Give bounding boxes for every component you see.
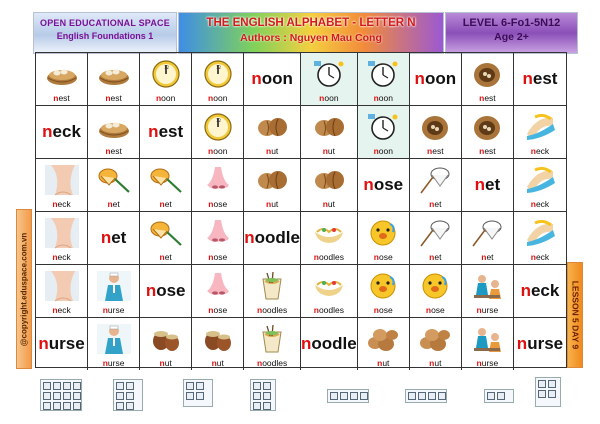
word-caption-nose: nose (373, 305, 393, 315)
word-large-neck: neck (520, 281, 560, 300)
noodle-thumb-icon (327, 389, 369, 403)
clock-icon (140, 53, 191, 94)
word-caption-noon: noon (208, 93, 228, 103)
word-large-noon: noon (251, 69, 293, 88)
word-large-net: net (100, 228, 127, 247)
noodle-cup-icon (244, 265, 300, 306)
flashcard-nest (462, 53, 514, 106)
person-neck-icon (36, 265, 87, 306)
word-caption-nose: nose (208, 252, 228, 262)
flashcard-net (410, 159, 462, 212)
flashcard-nose (192, 159, 244, 212)
flashcard-nurse (514, 318, 566, 370)
age-label: Age 2+ (494, 31, 529, 43)
emoji-nose-icon (410, 265, 461, 306)
word-caption-nest: nest (53, 93, 70, 103)
flashcard-nest (36, 53, 88, 106)
emoji-nose-icon (358, 212, 409, 253)
word-caption-nest: nest (479, 93, 496, 103)
word-caption-noodles: noodles (313, 252, 344, 262)
word-caption-noon: noon (155, 93, 176, 103)
word-caption-noon: noon (208, 146, 228, 156)
nurse-icon (88, 318, 139, 359)
word-caption-nurse: nurse (102, 305, 125, 315)
nose-thumb-icon (250, 379, 276, 411)
word-caption-net: net (429, 252, 442, 262)
flashcard-net (462, 212, 514, 265)
white-net-icon (462, 212, 513, 253)
word-caption-neck: neck (530, 199, 550, 209)
flashcard-neck (514, 212, 566, 265)
flashcard-net (140, 212, 192, 265)
neck-icon (514, 159, 566, 200)
flashcard-noon (301, 53, 358, 106)
walnut-icon (301, 159, 357, 200)
copyright-text: @copyright.eduspace.com.vn (19, 232, 29, 346)
flashcard-nut (244, 159, 301, 212)
word-large-noon: noon (414, 69, 457, 88)
word-caption-neck: neck (52, 305, 71, 315)
neck-icon (514, 106, 566, 147)
flashcard-neck (36, 106, 88, 159)
flashcard-net (462, 159, 514, 212)
walnut-icon (244, 106, 300, 147)
emoji-nose-icon (358, 265, 409, 306)
flashcard-nest (88, 53, 140, 106)
flashcard-nose (358, 212, 410, 265)
flashcard-nurse (88, 265, 140, 318)
word-caption-nut: nut (377, 358, 390, 368)
flashcard-neck (36, 265, 88, 318)
flashcard-neck (514, 159, 566, 212)
word-caption-nose: nose (208, 305, 228, 315)
noodles-icon (301, 212, 357, 253)
clock-thumb-icon (40, 379, 82, 411)
nurse-thumb-icon (535, 377, 561, 407)
bird-nest-icon (462, 53, 513, 94)
word-caption-noon: noon (319, 93, 339, 103)
walnut-icon (301, 106, 357, 147)
word-caption-neck: neck (530, 252, 550, 262)
word-caption-nurse: nurse (476, 358, 499, 368)
butterfly-net-icon (88, 159, 139, 200)
walnut-thumb-icon (405, 389, 447, 403)
svg-text:12: 12 (215, 64, 221, 70)
lesson-text: LESSON 5 DAY 9 (570, 280, 581, 350)
nurse-patient-icon (462, 265, 513, 306)
flashcard-net (88, 212, 140, 265)
flashcard-nut (410, 318, 462, 370)
word-caption-nest: nest (479, 146, 496, 156)
svg-text:12: 12 (163, 64, 169, 70)
flashcard-net (88, 159, 140, 212)
nurse-icon (88, 265, 139, 306)
word-caption-neck: neck (530, 146, 550, 156)
word-caption-net: net (481, 252, 494, 262)
word-caption-nut: nut (429, 358, 442, 368)
word-large-neck: neck (42, 122, 81, 141)
flashcard-noodles (301, 265, 358, 318)
word-caption-neck: neck (52, 199, 71, 209)
person-neck-icon (36, 159, 87, 200)
word-large-net: net (474, 175, 501, 194)
word-caption-nut: nut (211, 358, 224, 368)
header-series (33, 12, 177, 54)
lesson-tab (567, 262, 583, 368)
flashcard-nut (140, 318, 192, 370)
word-caption-nut: nut (265, 199, 279, 209)
nose-icon (192, 159, 243, 200)
word-large-nest: nest (522, 69, 558, 88)
word-caption-nest: nest (427, 146, 444, 156)
word-large-noodle: noodle (301, 334, 357, 353)
level-code: LEVEL 6-Fo1-5N12 (462, 17, 561, 29)
word-large-nest: nest (148, 122, 184, 141)
header-title-banner (178, 12, 444, 54)
flashcard-nest (88, 106, 140, 159)
flashcard-noodles (301, 212, 358, 265)
svg-text:12: 12 (215, 117, 221, 123)
word-caption-neck: neck (52, 252, 71, 262)
flashcard-noodles (244, 265, 301, 318)
flashcard-neck (514, 106, 566, 159)
authors-line: Authors : Nguyen Mau Cong (240, 32, 382, 44)
butterfly-net-icon (140, 212, 191, 253)
flashcard-noon (244, 53, 301, 106)
nest-icon (88, 53, 139, 94)
word-caption-net: net (107, 199, 120, 209)
flashcard-nut (358, 318, 410, 370)
word-caption-nut: nut (265, 146, 279, 156)
word-caption-nose: nose (425, 305, 445, 315)
flashcard-nurse (36, 318, 88, 370)
word-caption-nut: nut (322, 146, 336, 156)
flashcard-noodle (244, 212, 301, 265)
flashcard-noodle (301, 318, 358, 370)
flashcard-nurse (88, 318, 140, 370)
walnut-pile-icon (410, 318, 461, 359)
word-caption-nut: nut (159, 358, 172, 368)
bird-nest-icon (410, 106, 461, 147)
word-caption-nut: nut (322, 199, 336, 209)
word-caption-nose: nose (373, 252, 393, 262)
white-net-icon (410, 159, 461, 200)
flashcard-nest (410, 106, 462, 159)
nose-icon (192, 265, 243, 306)
nest-icon (88, 106, 139, 147)
word-caption-nurse: nurse (102, 358, 125, 368)
word-large-nose: nose (363, 175, 404, 194)
flashcard-noon (192, 53, 244, 106)
word-caption-noon: noon (373, 93, 393, 103)
walnut-icon (244, 159, 300, 200)
word-large-nurse: nurse (516, 334, 564, 353)
flashcard-grid (35, 52, 567, 368)
word-caption-noodles: noodles (257, 305, 288, 315)
hazelnut-thumb-icon (484, 389, 514, 403)
header-level (445, 12, 578, 54)
flashcard-neck (36, 159, 88, 212)
word-large-nose: nose (145, 281, 186, 300)
word-caption-noodles: noodles (257, 358, 288, 368)
word-caption-nest: nest (105, 146, 122, 156)
person-neck-icon (36, 212, 87, 253)
flashcard-nose (140, 265, 192, 318)
clock-icon (192, 106, 243, 147)
walnut-thumb-icon (183, 379, 213, 407)
flashcard-nest (462, 106, 514, 159)
flashcard-noodles (244, 318, 301, 370)
flashcard-nurse (462, 265, 514, 318)
series-title: OPEN EDUCATIONAL SPACE (40, 18, 170, 28)
word-large-nurse: nurse (38, 334, 85, 353)
thumbnail-strip (0, 375, 600, 421)
copyright-tab (16, 209, 32, 369)
flashcard-neck (514, 265, 566, 318)
flashcard-nose (358, 265, 410, 318)
page-title: THE ENGLISH ALPHABET - LETTER N (206, 17, 416, 29)
nest-icon (36, 53, 87, 94)
flashcard-nut (192, 318, 244, 370)
flashcard-net (140, 159, 192, 212)
flashcard-neck (36, 212, 88, 265)
flashcard-nose (358, 159, 410, 212)
word-caption-nest: nest (105, 93, 122, 103)
word-caption-net: net (429, 199, 442, 209)
word-caption-nose: nose (208, 199, 228, 209)
flashcard-noon (140, 53, 192, 106)
flashcard-net (410, 212, 462, 265)
flashcard-nose (192, 212, 244, 265)
flashcard-nut (301, 159, 358, 212)
hazelnut-icon (192, 318, 243, 359)
word-caption-noon: noon (373, 146, 393, 156)
nurse-patient-icon (462, 318, 513, 359)
noodles-icon (301, 265, 357, 306)
word-caption-net: net (159, 252, 172, 262)
alarm-clock-icon (358, 53, 409, 94)
flashcard-nut (244, 106, 301, 159)
flashcard-nut (301, 106, 358, 159)
flashcard-nose (410, 265, 462, 318)
word-caption-net: net (159, 199, 172, 209)
neck-icon (514, 212, 566, 253)
flashcard-nurse (462, 318, 514, 370)
word-caption-nurse: nurse (476, 305, 499, 315)
flashcard-nose (192, 265, 244, 318)
flashcard-noon (410, 53, 462, 106)
alarm-clock-icon (301, 53, 357, 94)
alarm-clock-icon (358, 106, 409, 147)
series-subtitle: English Foundations 1 (56, 31, 154, 41)
hazelnut-icon (140, 318, 191, 359)
noodle-cup-icon (244, 318, 300, 359)
flashcard-noon (358, 106, 410, 159)
flashcard-nest (140, 106, 192, 159)
flashcard-noon (192, 106, 244, 159)
word-caption-noodles: noodles (313, 305, 344, 315)
net-thumb-icon (113, 379, 143, 411)
butterfly-net-icon (140, 159, 191, 200)
white-net-icon (410, 212, 461, 253)
nose-icon (192, 212, 243, 253)
clock-icon (192, 53, 243, 94)
word-large-noodle: noodle (244, 228, 300, 247)
walnut-pile-icon (358, 318, 409, 359)
bird-nest-icon (462, 106, 513, 147)
flashcard-nest (514, 53, 566, 106)
flashcard-noon (358, 53, 410, 106)
